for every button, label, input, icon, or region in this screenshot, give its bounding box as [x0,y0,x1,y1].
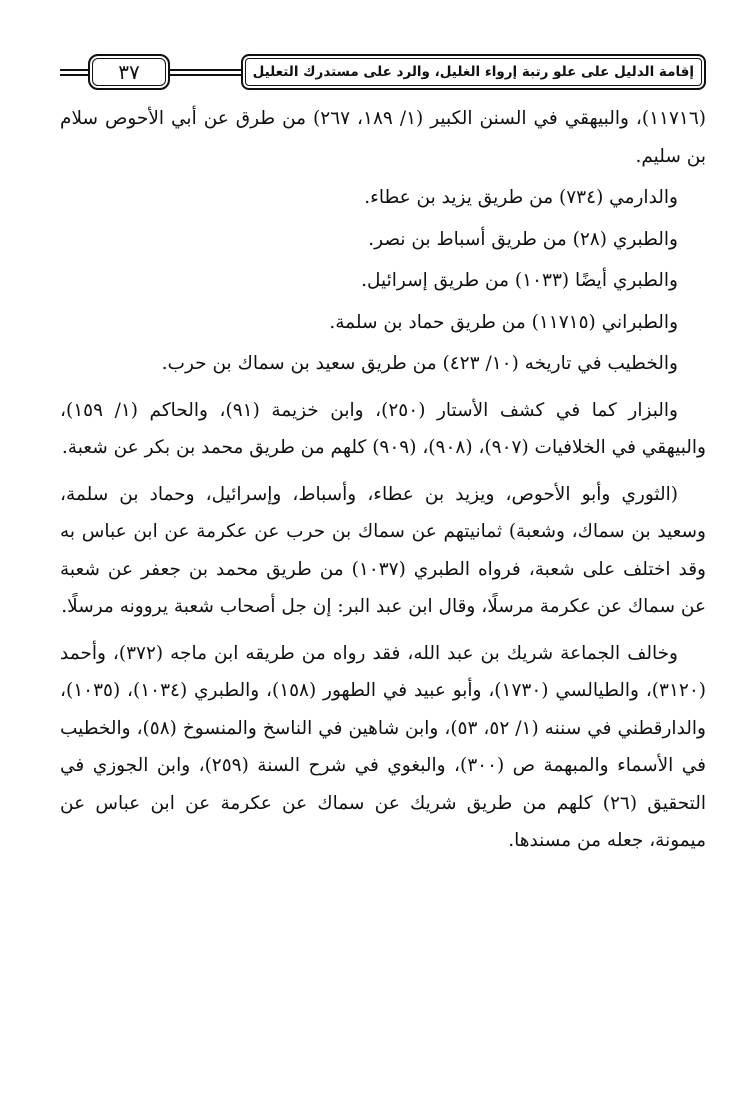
paragraph-5: والطبراني (١١٧١٥) من طريق حماد بن سلمة. [329,311,678,333]
paragraph-4: والطبري أيضًا (١٠٣٣) من طريق إسرائيل. [361,270,678,291]
paragraph-1: (١١٧١٦)، والبيهقي في السنن الكبير (١/ ١٨٩، ٢٦٧) من طرق عن أبي الأحوص سلام بن سليم. [60,108,706,167]
page-header [60,52,706,90]
paragraph-3: والطبري (٢٨) من طريق أسباط بن نصر. [368,228,678,250]
paragraph-2: والدارمي (٧٣٤) من طريق يزيد بن عطاء. [364,187,678,208]
paragraph-7: والبزار كما في كشف الأستار (٢٥٠)، وابن خزيمة (٩١)، والحاكم (١/ ١٥٩)، والبيهقي في الخلافيات (٩٠٧)، (٩٠٨)، (٩٠٩) كلهم من طريق محمد بن بكر عن شعبة. [60,399,706,458]
page-number: ٣٧ [88,54,170,90]
paragraph-9: وخالف الجماعة شريك بن عبد الله، فقد رواه من طريقه ابن ماجه (٣٧٢)، وأحمد (٣١٢٠)، والطيالسي (١٧٣٠)، وأبو عبيد في الطهور (١٥٨)، والطبري (١٠٣٤)، (١٠٣٥)، والدارقطني في سننه (١/ ٥٢، ٥٣)، وابن شاهين في الناسخ والمنسوخ (٥٨)، والخطيب في الأسماء والمبهمة ص (٣٠٠)، والبغوي في شرح السنة (٢٥٩)، وابن الجوزي في التحقيق (٢٦) كلهم من طريق شريك عن سماك عن عكرمة عن ابن عباس عن ميمونة، جعله من مسندها. [60,642,706,851]
paragraph-8: (الثوري وأبو الأحوص، ويزيد بن عطاء، وأسباط، وإسرائيل، وحماد بن سلمة، وسعيد بن سماك، وشعبة) ثمانيتهم عن سماك بن حرب عن عكرمة عن ابن عباس به وقد اختلف على شعبة، فرواه الطبري (١٠٣٧) من طريق محمد بن جعفر عن شعبة عن سماك عن عكرمة مرسلًا، وقال ابن عبد البر: إن جل أصحاب شعبة يروونه مرسلًا. [60,483,706,617]
header-title: إقامة الدليل على علو رتبة إرواء الغليل، والرد على مستدرك التعليل [241,54,706,90]
paragraph-6: والخطيب في تاريخه (١٠/ ٤٢٣) من طريق سعيد بن سماك بن حرب. [161,353,678,374]
page-body [60,100,706,860]
